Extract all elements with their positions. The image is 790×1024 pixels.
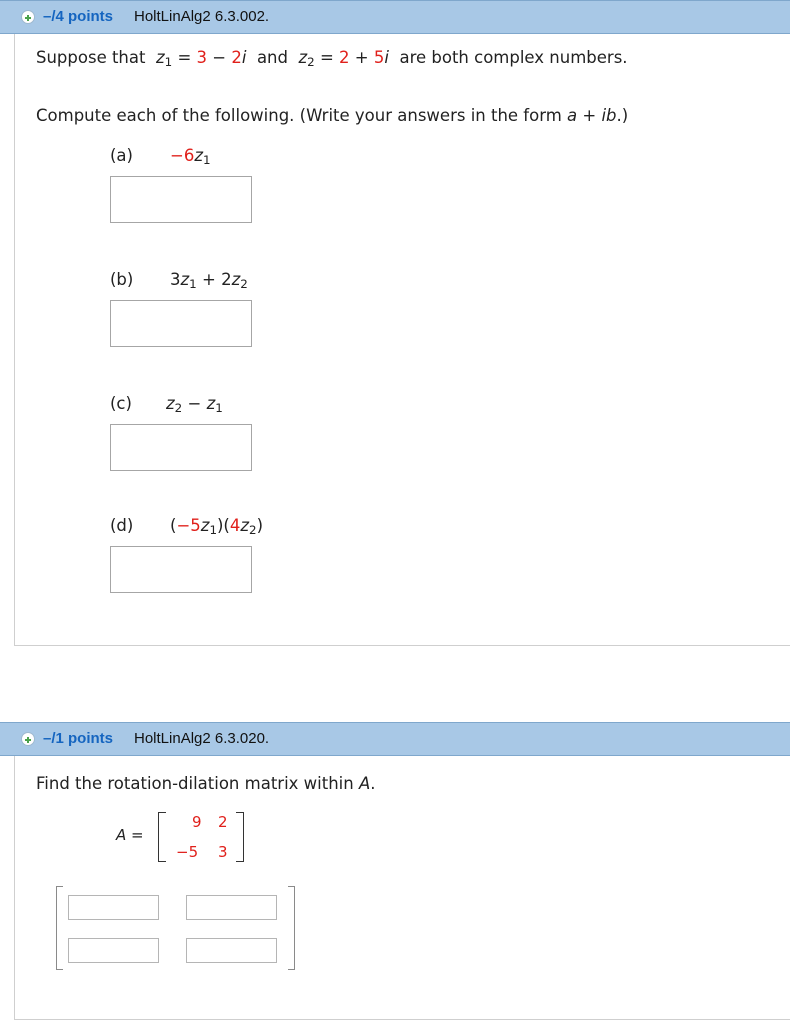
question-1-points: –/4 points	[43, 8, 114, 25]
question-2-source: HoltLinAlg2 6.3.020.	[134, 730, 270, 747]
part-c-label: (c)	[110, 394, 132, 413]
part-c-expression: $z_2 - z_1$	[166, 394, 223, 415]
answer-matrix-cell-11[interactable]	[68, 895, 159, 920]
answer-b-input[interactable]	[110, 300, 252, 347]
part-d-label: (d)	[110, 516, 134, 535]
question-2-points: –/1 points	[43, 730, 114, 747]
matrix-a-12: 2	[218, 813, 228, 831]
expand-plus-icon[interactable]	[21, 732, 35, 746]
answer-matrix-cell-21[interactable]	[68, 938, 159, 963]
answer-a-input[interactable]	[110, 176, 252, 223]
answer-matrix-right-bracket	[288, 886, 295, 970]
question-1-instruction: Compute each of the following. (Write your answers in the form a + ib.)	[36, 106, 629, 125]
matrix-a-21: −5	[176, 843, 199, 861]
part-a-label: (a)	[110, 146, 133, 165]
part-a-expression: $-6z_1$	[170, 146, 211, 167]
part-d-expression: $(-5z_1)(4z_2)$	[170, 516, 264, 537]
question-2-body	[14, 756, 790, 1020]
matrix-a-22: 3	[218, 843, 228, 861]
question-1-statement: Suppose that $z_1 = 3 - 2i$ and $z_2 = 2 + 5i$ are both complex numbers.	[36, 48, 628, 69]
question-1-header	[0, 0, 790, 34]
answer-matrix-cell-22[interactable]	[186, 938, 277, 963]
answer-matrix-left-bracket	[56, 886, 63, 970]
part-b-label: (b)	[110, 270, 134, 289]
matrix-right-bracket	[236, 812, 244, 862]
part-b-expression: $3z_1 + 2z_2$	[170, 270, 248, 291]
answer-matrix-cell-12[interactable]	[186, 895, 277, 920]
answer-d-input[interactable]	[110, 546, 252, 593]
expand-plus-icon[interactable]	[21, 10, 35, 24]
matrix-a-11: 9	[192, 813, 202, 831]
matrix-a-label: A =	[116, 826, 144, 844]
answer-c-input[interactable]	[110, 424, 252, 471]
matrix-left-bracket	[158, 812, 166, 862]
question-2-header	[0, 722, 790, 756]
question-2-prompt: Find the rotation-dilation matrix within A.	[36, 774, 376, 793]
question-1-source: HoltLinAlg2 6.3.002.	[134, 8, 270, 25]
